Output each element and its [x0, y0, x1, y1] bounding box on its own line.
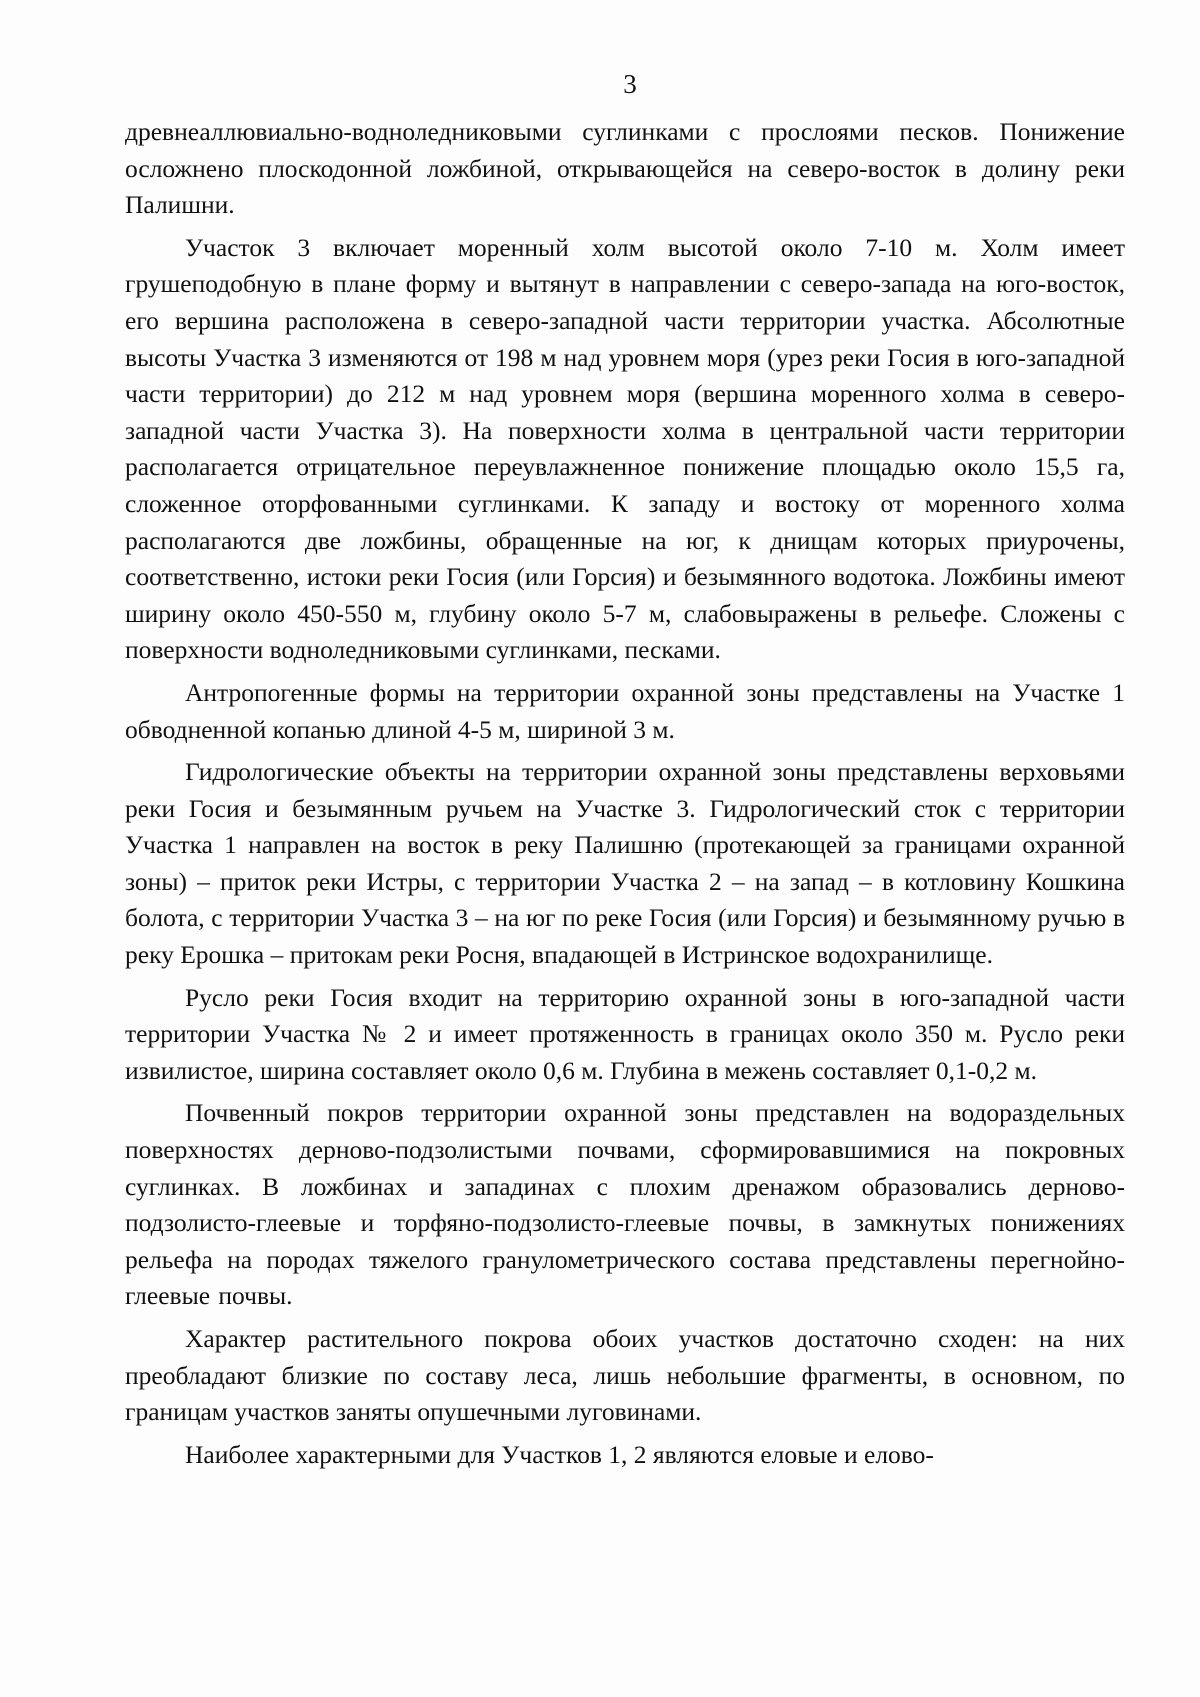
paragraph-characteristic-forests: Наиболее характерными для Участков 1, 2 являются еловые и елово-: [185, 1439, 934, 1469]
paragraph-anthropogenic-forms: Антропогенные формы на территории охранной зоны представлены на Участке 1 обводненной копанью длиной 4-5 м, шириной 3 м.: [125, 677, 1125, 744]
paragraph-gosia-river-channel: Русло реки Госия входит на территорию охранной зоны в юго-западной части территории Участка № 2 и имеет протяженность в границах около 350 м. Русло реки извилистое, ширина составляет около 0,6 м. Глубина в межень составляет 0,1-0,2 м.: [125, 982, 1125, 1085]
paragraph-depression-description: древнеаллювиально-водноледниковыми суглинками с прослоями песков. Понижение осложнено плоскодонной ложбиной, открывающейся на северо-восток в долину реки Палишни.: [125, 117, 1125, 220]
paragraph-vegetation-cover: Характер растительного покрова обоих участков достаточно сходен: на них преобладают близкие по составу леса, лишь небольшие фрагменты, в основном, по границам участков заняты опушечными луговинами.: [125, 1324, 1125, 1427]
paragraph-site-3-relief: Участок 3 включает моренный холм высотой около 7-10 м. Холм имеет грушеподобную в плане форму и вытянут в направлении с северо-запада на юго-восток, его вершина расположена в северо-западной части территории участка. Абсолютные высоты Участка 3 изменяются от 198 м над уровнем моря (урез реки Госия в юго-западной части территории) до 212 м над уровнем моря (вершина моренного холма в северо-западной части Участка 3). На поверхности холма в центральной части территории располагается отрицательное переувлажненное понижение площадью около 15,5 га, сложенное оторфованными суглинками. К западу и востоку от моренного холма располагаются две ложбины, обращенные на юг, к днищам которых приурочены, соответственно, истоки реки Госия (или Горсия) и безымянного водотока. Ложбины имеют ширину около 450-550 м, глубину около 5-7 м, слабовыражены в рельефе. Сложены с поверхности водноледниковыми суглинками, песками.: [125, 232, 1125, 665]
body-text: [125, 114, 1125, 1473]
page-number: 3: [623, 69, 637, 99]
paragraph-soil-cover: Почвенный покров территории охранной зоны представлен на водораздельных поверхностях дерново-подзолистыми почвами, сформировавшимися на покровных суглинках. В ложбинах и западинах с плохим дренажом образовались дерново-подзолисто-глеевые и торфяно-подзолисто-глеевые почвы, в замкнутых понижениях рельефа на породах тяжелого гранулометрического состава представлены перегнойно-глеевые почвы.: [125, 1098, 1125, 1311]
paragraph-hydrological-objects: Гидрологические объекты на территории охранной зоны представлены верховьями реки Госия и безымянным ручьем на Участке 3. Гидрологический сток с территории Участка 1 направлен на восток в реку Палишню (протекающей за границами охранной зоны) – приток реки Истры, с территории Участка 2 – на запад – в котловину Кошкина болота, с территории Участка 3 – на юг по реке Госия (или Горсия) и безымянному ручью в реку Ерошка – притокам реки Росня, впадающей в Истринское водохранилище.: [125, 757, 1125, 970]
